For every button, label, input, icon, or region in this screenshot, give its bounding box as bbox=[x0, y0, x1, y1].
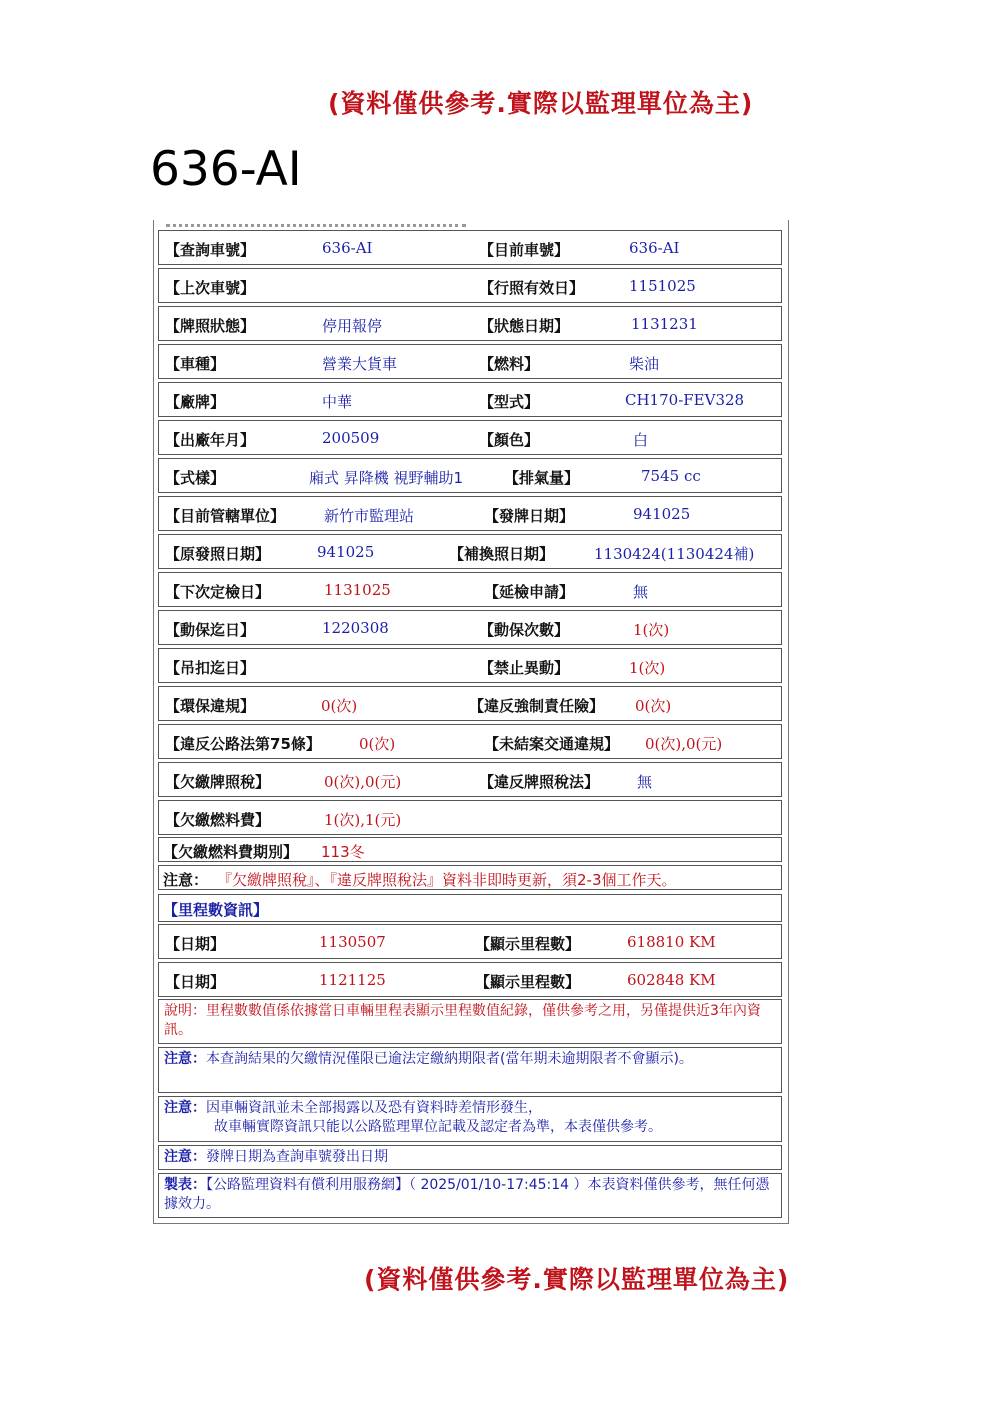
field-value: 0(次),0(元) bbox=[324, 773, 402, 791]
info-row bbox=[158, 344, 782, 379]
field-label: 【違反公路法第75條】 bbox=[165, 735, 321, 753]
field-value: 941025 bbox=[633, 505, 691, 523]
source-note-row bbox=[158, 1173, 782, 1218]
note-disclosure bbox=[158, 1096, 782, 1142]
field-label: 【排氣量】 bbox=[504, 469, 580, 487]
field-label: 【目前管轄單位】 bbox=[165, 507, 286, 525]
field-value: 1131231 bbox=[631, 315, 698, 333]
field-value: 1(次) bbox=[629, 659, 666, 677]
tax-note-text: 『欠繳牌照稅』、『違反牌照稅法』資料非即時更新，須2-3個工作天。 bbox=[217, 871, 677, 889]
field-label: 【原發照日期】 bbox=[165, 545, 271, 563]
note-issue-date bbox=[158, 1145, 782, 1170]
plate-number-title: 636-AI bbox=[150, 142, 302, 197]
info-row bbox=[158, 572, 782, 607]
tax-note-row bbox=[158, 865, 782, 890]
vehicle-info-panel bbox=[153, 220, 789, 1224]
info-row bbox=[158, 230, 782, 265]
field-label: 【環保違規】 bbox=[165, 697, 256, 715]
field-label: 【違反牌照稅法】 bbox=[479, 773, 600, 791]
field-label: 【顏色】 bbox=[479, 431, 540, 449]
field-value: 0(次),0(元) bbox=[645, 735, 723, 753]
field-value: 7545 cc bbox=[641, 467, 701, 485]
field-value: 白 bbox=[633, 431, 649, 449]
cut-off-header bbox=[166, 220, 466, 227]
field-value: 新竹市監理站 bbox=[324, 507, 415, 525]
field-value: 1151025 bbox=[629, 277, 696, 295]
mileage-header: 【里程數資訊】 bbox=[163, 901, 269, 919]
info-row bbox=[158, 724, 782, 759]
info-row bbox=[158, 268, 782, 303]
field-label: 【式樣】 bbox=[165, 469, 226, 487]
note-arrears bbox=[158, 1047, 782, 1093]
note-prefix: 注意： bbox=[163, 871, 209, 889]
source-note: 【公路監理資料有償利用服務網】（ 2025/01/10-17:45:14 ）本表資料僅供參考，無任何憑據效力。 bbox=[164, 1177, 770, 1212]
info-row bbox=[158, 762, 782, 797]
mileage-date: 1121125 bbox=[319, 971, 386, 989]
field-value: 0(次) bbox=[635, 697, 672, 715]
mileage-value: 602848 KM bbox=[627, 971, 716, 989]
field-label: 【動保次數】 bbox=[479, 621, 570, 639]
field-label: 【欠繳牌照稅】 bbox=[165, 773, 271, 791]
info-row bbox=[158, 648, 782, 683]
field-label: 【動保迄日】 bbox=[165, 621, 256, 639]
field-value: 無 bbox=[633, 583, 649, 601]
field-label: 【日期】 bbox=[165, 973, 226, 991]
field-label: 【欠繳燃料費】 bbox=[165, 811, 271, 829]
field-value: 中華 bbox=[322, 393, 353, 411]
field-label: 【目前車號】 bbox=[479, 241, 570, 259]
field-value: 1130424(1130424補) bbox=[594, 545, 755, 563]
field-label: 【型式】 bbox=[479, 393, 540, 411]
mileage-date: 1130507 bbox=[319, 933, 386, 951]
source-prefix: 製表： bbox=[164, 1177, 206, 1193]
field-label: 【禁止異動】 bbox=[479, 659, 570, 677]
disclaimer-banner-top: (資料僅供參考.實際以監理單位為主) bbox=[328, 89, 754, 118]
disclaimer-banner-bottom: (資料僅供參考.實際以監理單位為主) bbox=[364, 1265, 790, 1294]
info-row bbox=[158, 686, 782, 721]
field-value: CH170-FEV328 bbox=[625, 391, 745, 409]
field-label: 【發牌日期】 bbox=[484, 507, 575, 525]
field-label: 【燃料】 bbox=[479, 355, 540, 373]
field-label: 【日期】 bbox=[165, 935, 226, 953]
field-value: 柴油 bbox=[629, 355, 660, 373]
field-label: 【車種】 bbox=[165, 355, 226, 373]
mileage-note bbox=[158, 999, 782, 1044]
field-value: 0(次) bbox=[321, 697, 358, 715]
arrears-note: 本查詢結果的欠繳情況僅限已逾法定繳納期限者(當年期未逾期限者不會顯示)。 bbox=[206, 1051, 693, 1067]
field-value: 0(次) bbox=[359, 735, 396, 753]
field-label: 【補換照日期】 bbox=[449, 545, 555, 563]
field-label: 【狀態日期】 bbox=[479, 317, 570, 335]
note-prefix: 注意： bbox=[164, 1100, 206, 1116]
issue-date-note: 發牌日期為查詢車號發出日期 bbox=[206, 1149, 388, 1165]
field-label: 【違反強制責任險】 bbox=[469, 697, 605, 715]
fuel-period-row bbox=[158, 837, 782, 862]
field-value: 200509 bbox=[322, 429, 380, 447]
field-value: 1131025 bbox=[324, 581, 391, 599]
field-value: 無 bbox=[637, 773, 653, 791]
field-label: 【下次定檢日】 bbox=[165, 583, 271, 601]
info-row bbox=[158, 534, 782, 569]
mileage-header-row bbox=[158, 894, 782, 922]
info-row bbox=[158, 610, 782, 645]
field-label: 【上次車號】 bbox=[165, 279, 256, 297]
fuel-period-label: 【欠繳燃料費期別】 bbox=[163, 843, 299, 861]
field-label: 【顯示里程數】 bbox=[475, 973, 581, 991]
field-value: 1220308 bbox=[322, 619, 389, 637]
field-label: 【未結案交通違規】 bbox=[484, 735, 620, 753]
field-label: 【延檢申請】 bbox=[484, 583, 575, 601]
field-label: 【查詢車號】 bbox=[165, 241, 256, 259]
info-row bbox=[158, 420, 782, 455]
mileage-value: 618810 KM bbox=[627, 933, 716, 951]
field-label: 【吊扣迄日】 bbox=[165, 659, 256, 677]
field-value: 941025 bbox=[317, 543, 375, 561]
field-label: 【出廠年月】 bbox=[165, 431, 256, 449]
info-row bbox=[158, 306, 782, 341]
note-prefix: 注意： bbox=[164, 1149, 206, 1165]
field-label: 【牌照狀態】 bbox=[165, 317, 256, 335]
info-row bbox=[158, 496, 782, 531]
field-value: 廂式 昇降機 視野輔助1 bbox=[309, 469, 464, 487]
field-value: 營業大貨車 bbox=[322, 355, 398, 373]
field-value: 636-AI bbox=[322, 239, 373, 257]
disclosure-note-line2: 故車輛實際資訊只能以公路監理單位記載及認定者為準，本表僅供參考。 bbox=[214, 1119, 662, 1135]
field-value: 636-AI bbox=[629, 239, 680, 257]
field-label: 【廠牌】 bbox=[165, 393, 226, 411]
mileage-row bbox=[158, 962, 782, 997]
field-label: 【顯示里程數】 bbox=[475, 935, 581, 953]
info-row bbox=[158, 800, 782, 835]
disclosure-note-line1: 因車輛資訊並未全部揭露以及恐有資料時差情形發生， bbox=[206, 1100, 542, 1116]
mileage-row bbox=[158, 924, 782, 959]
info-row bbox=[158, 382, 782, 417]
field-label: 【行照有效日】 bbox=[479, 279, 585, 297]
field-value: 停用報停 bbox=[322, 317, 383, 335]
field-value: 1(次) bbox=[633, 621, 670, 639]
field-value: 1(次),1(元) bbox=[324, 811, 402, 829]
info-row bbox=[158, 458, 782, 493]
mileage-description: 說明：里程數數值係依據當日車輛里程表顯示里程數值紀錄，僅供參考之用，另僅提供近3年內資訊。 bbox=[164, 1003, 761, 1038]
note-prefix: 注意： bbox=[164, 1051, 206, 1067]
fuel-period-value: 113冬 bbox=[321, 843, 365, 861]
